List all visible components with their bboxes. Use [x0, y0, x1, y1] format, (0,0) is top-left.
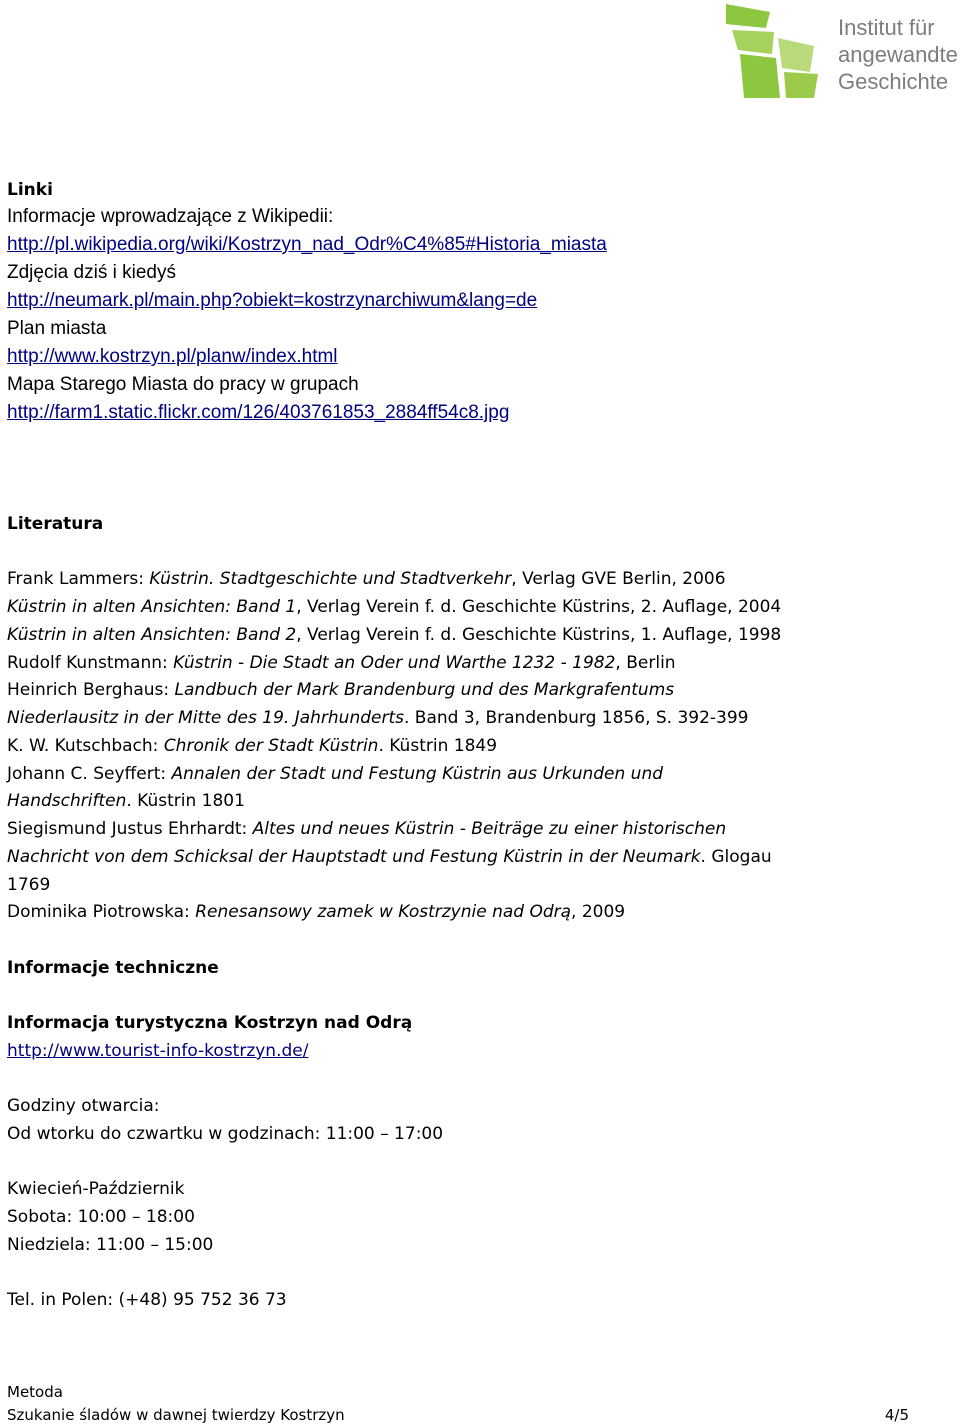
literature-entry: 1769: [7, 875, 51, 895]
sunday-hours: Niedziela: 11:00 – 15:00: [7, 1235, 214, 1255]
technical-heading: Informacje techniczne: [7, 958, 219, 978]
links-heading: Linki: [7, 180, 53, 200]
link-label-city-plan: Plan miasta: [7, 318, 107, 339]
link-wikipedia[interactable]: http://pl.wikipedia.org/wiki/Kostrzyn_nad_Odr%C4%85#Historia_miasta: [7, 234, 607, 255]
saturday-hours: Sobota: 10:00 – 18:00: [7, 1207, 195, 1227]
logo-mark-icon: [722, 2, 832, 100]
institute-logo: [722, 2, 960, 100]
literature-entry: Johann C. Seyffert: Annalen der Stadt und Festung Küstrin aus Urkunden und: [7, 764, 664, 784]
literature-entry: Siegismund Justus Ehrhardt: Altes und neues Küstrin - Beiträge zu einer historischen: [7, 819, 727, 839]
footer-title: Szukanie śladów w dawnej twierdzy Kostrzyn: [7, 1406, 345, 1424]
logo-line-2: angewandte: [838, 42, 958, 67]
literature-entry: Handschriften. Küstrin 1801: [7, 791, 245, 811]
literature-entry: Frank Lammers: Küstrin. Stadtgeschichte und Stadtverkehr, Verlag GVE Berlin, 2006: [7, 569, 726, 589]
logo-line-1: Institut für: [838, 15, 935, 40]
season-label: Kwiecień-Październik: [7, 1179, 185, 1199]
literature-entry: K. W. Kutschbach: Chronik der Stadt Küstrin. Küstrin 1849: [7, 736, 498, 756]
literature-entry: Dominika Piotrowska: Renesansowy zamek w Kostrzynie nad Odrą, 2009: [7, 902, 626, 922]
opening-hours-label: Godziny otwarcia:: [7, 1096, 160, 1116]
logo-text: [838, 14, 958, 95]
link-label-photos: Zdjęcia dziś i kiedyś: [7, 262, 176, 283]
page-number: 4/5: [884, 1406, 909, 1424]
literature-entry: Nachricht von dem Schicksal der Hauptstadt und Festung Küstrin in der Neumark. Glogau: [7, 847, 772, 867]
phone-number: Tel. in Polen: (+48) 95 752 36 73: [7, 1290, 287, 1310]
logo-line-3: Geschichte: [838, 69, 949, 94]
link-photos[interactable]: http://neumark.pl/main.php?obiekt=kostrzynarchiwum&lang=de: [7, 290, 538, 311]
literature-entry: Küstrin in alten Ansichten: Band 2, Verlag Verein f. d. Geschichte Küstrins, 1. Auflage, 1998: [7, 625, 782, 645]
literature-entry: Rudolf Kunstmann: Küstrin - Die Stadt an Oder und Warthe 1232 - 1982, Berlin: [7, 653, 676, 673]
link-old-town-map[interactable]: http://farm1.static.flickr.com/126/403761853_2884ff54c8.jpg: [7, 402, 510, 423]
literature-heading: Literatura: [7, 514, 104, 534]
link-label-old-town-map: Mapa Starego Miasta do pracy w grupach: [7, 374, 359, 395]
link-label-wikipedia: Informacje wprowadzające z Wikipedii:: [7, 206, 334, 227]
opening-hours-weekdays: Od wtorku do czwartku w godzinach: 11:00 – 17:00: [7, 1124, 444, 1144]
literature-entry: Heinrich Berghaus: Landbuch der Mark Brandenburg und des Markgrafentums: [7, 680, 675, 700]
footer-method: Metoda: [7, 1383, 63, 1401]
literature-entry: Niederlausitz in der Mitte des 19. Jahrhunderts. Band 3, Brandenburg 1856, S. 392-399: [7, 708, 749, 728]
tourist-info-link[interactable]: http://www.tourist-info-kostrzyn.de/: [7, 1041, 309, 1061]
literature-entry: Küstrin in alten Ansichten: Band 1, Verlag Verein f. d. Geschichte Küstrins, 2. Auflage, 2004: [7, 597, 782, 617]
link-city-plan[interactable]: http://www.kostrzyn.pl/planw/index.html: [7, 346, 338, 367]
tourist-info-heading: Informacja turystyczna Kostrzyn nad Odrą: [7, 1013, 413, 1033]
